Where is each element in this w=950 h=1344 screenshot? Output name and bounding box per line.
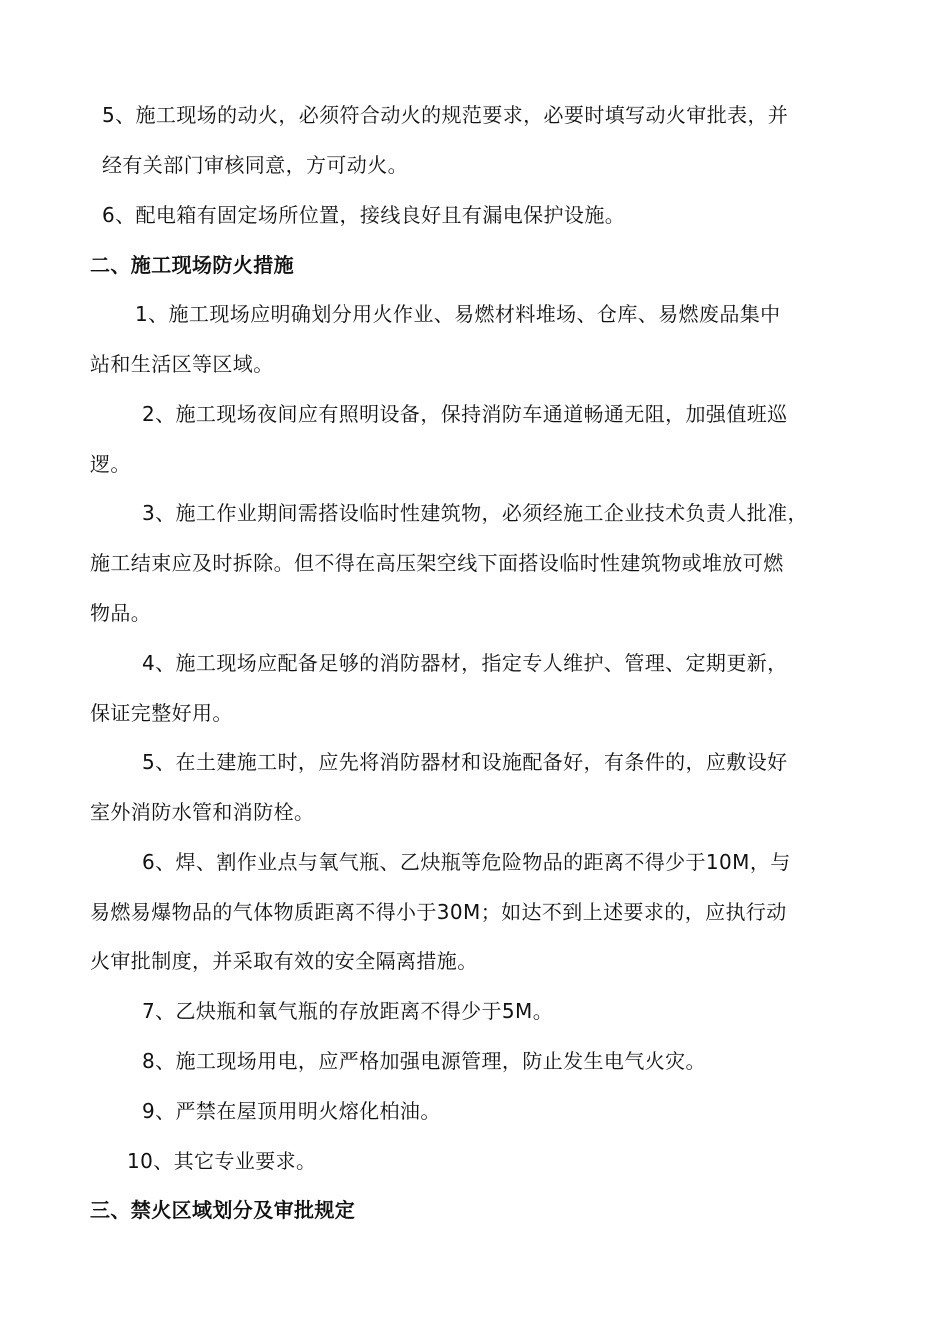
text-line: 站和生活区等区域。: [90, 352, 274, 376]
text-line: 物品。: [90, 601, 152, 625]
text-line: 3、施工作业期间需搭设临时性建筑物，必须经施工企业技术负责人批准，: [142, 501, 808, 525]
text-line: 7、乙炔瓶和氧气瓶的存放距离不得少于5M。: [142, 999, 554, 1023]
text-line: 1、施工现场应明确划分用火作业、易燃材料堆场、仓库、易燃废品集中: [135, 302, 781, 326]
text-line: 8、施工现场用电，应严格加强电源管理，防止发生电气火灾。: [142, 1049, 706, 1073]
text-line: 保证完整好用。: [90, 701, 233, 725]
text-line: 火审批制度，并采取有效的安全隔离措施。: [90, 949, 478, 973]
text-line: 室外消防水管和消防栓。: [90, 800, 315, 824]
section-heading: 二、施工现场防火措施: [90, 253, 294, 277]
text-line: 6、焊、割作业点与氧气瓶、乙炔瓶等危险物品的距离不得少于10M，与: [142, 850, 791, 874]
text-line: 5、施工现场的动火，必须符合动火的规范要求，必要时填写动火审批表，并: [102, 103, 789, 127]
text-line: 经有关部门审核同意，方可动火。: [102, 153, 408, 177]
text-line: 2、施工现场夜间应有照明设备，保持消防车通道畅通无阻，加强值班巡: [142, 402, 788, 426]
text-line: 5、在土建施工时，应先将消防器材和设施配备好，有条件的，应敷设好: [142, 750, 788, 774]
text-line: 易燃易爆物品的气体物质距离不得小于30M；如达不到上述要求的，应执行动: [90, 900, 787, 924]
text-line: 施工结束应及时拆除。但不得在高压架空线下面搭设临时性建筑物或堆放可燃: [90, 551, 784, 575]
text-line: 6、配电箱有固定场所位置，接线良好且有漏电保护设施。: [102, 203, 626, 227]
text-line: 9、严禁在屋顶用明火熔化柏油。: [142, 1099, 441, 1123]
text-line: 10、其它专业要求。: [127, 1149, 317, 1173]
section-heading: 三、禁火区域划分及审批规定: [90, 1198, 356, 1222]
text-line: 逻。: [90, 452, 131, 476]
text-line: 4、施工现场应配备足够的消防器材，指定专人维护、管理、定期更新，: [142, 651, 788, 675]
